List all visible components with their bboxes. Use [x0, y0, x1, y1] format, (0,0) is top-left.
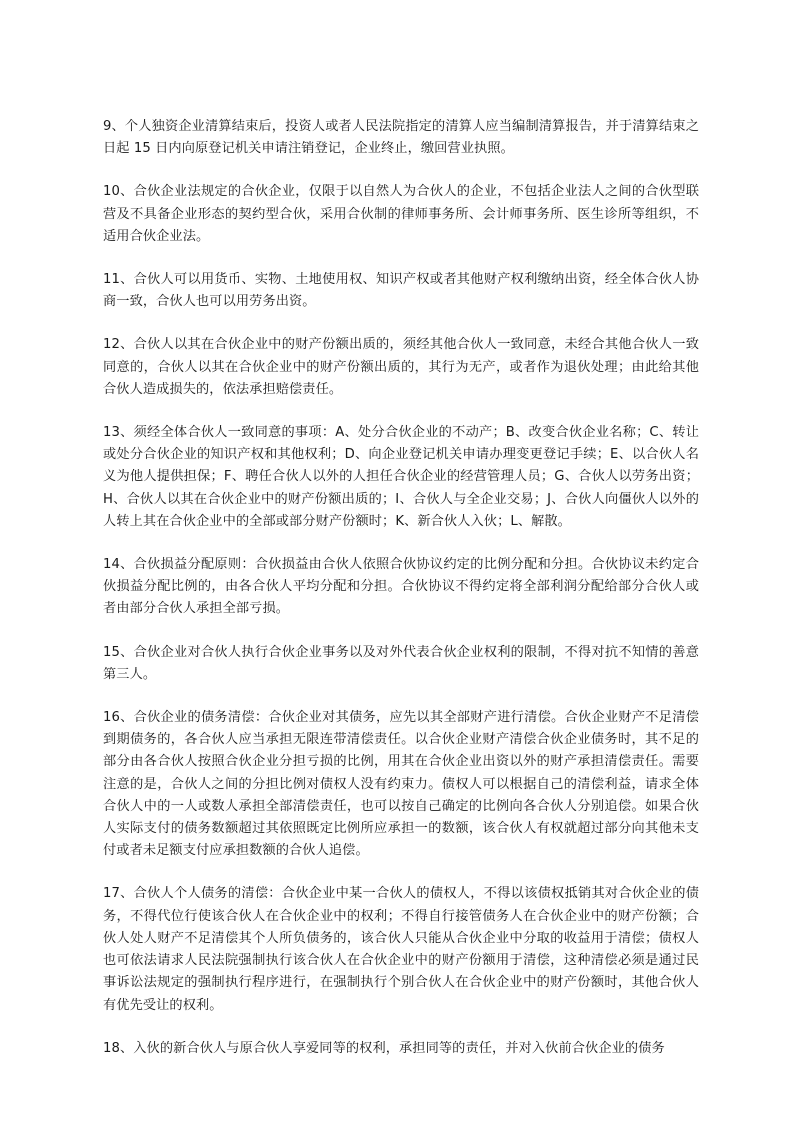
paragraph-item-13: 13、须经全体合伙人一致同意的事项：A、处分合伙企业的不动产；B、改变合伙企业名称；C、转让或处分合伙企业的知识产权和其他权利；D、向企业登记机关申请办理变更登记手续；E、以合伙人名义为他人提供担保；F、聘任合伙人以外的人担任合伙企业的经营管理人员；G、合伙人以劳务出资；H、合伙人以其在合伙企业中的财产份额出质的；I、合伙人与全企业交易；J、合伙人向僵伙人以外的人转上其在合伙企业中的全部或部分财产份额时；K、新合伙人入伙；L、解散。	[103, 425, 699, 529]
paragraph-item-14: 14、合伙损益分配原则：合伙损益由合伙人依照合伙协议约定的比例分配和分担。合伙协议未约定合伙损益分配比例的，由各合伙人平均分配和分担。合伙协议不得约定将全部利润分配给部分合伙人或者由部分合伙人承担全部亏损。	[103, 557, 699, 617]
paragraph-item-18: 18、入伙的新合伙人与原合伙人享爱同等的权利，承担同等的责任，并对入伙前合伙企业的债务	[103, 1040, 665, 1056]
paragraph-item-11: 11、合伙人可以用货币、实物、土地使用权、知识产权或者其他财产权利缴纳出资，经全体合伙人协商一致，合伙人也可以用劳务出资。	[103, 272, 699, 310]
paragraph-item-16: 16、合伙企业的债务清偿：合伙企业对其债务，应先以其全部财产进行清偿。合伙企业财产不足清偿到期债务的，各合伙人应当承担无限连带清偿责任。以合伙企业财产清偿合伙企业债务时，其不足的部分由各合伙人按照合伙企业分担亏损的比例，用其在合伙企业出资以外的财产承担清偿责任。需要注意的是，合伙人之间的分担比例对债权人没有约束力。债权人可以根据自己的清偿利益，请求全体合伙人中的一人或数人承担全部清偿责任，也可以按自己确定的比例向各合伙人分别追偿。如果合伙人实际支付的债务数额超过其依照既定比例所应承担一的数额，该合伙人有权就超过部分向其他未支付或者未足额支付应承担数额的合伙人追偿。	[103, 710, 699, 859]
paragraph-item-15: 15、合伙企业对合伙人执行合伙企业事务以及对外代表合伙企业权利的限制，不得对抗不知情的善意第三人。	[103, 644, 699, 682]
paragraph-item-9: 9、个人独资企业清算结束后，投资人或者人民法院指定的清算人应当编制清算报告，并于清算结束之日起 15 日内向原登记机关申请注销登记，企业终止，缴回营业执照。	[103, 119, 699, 157]
document-body	[103, 116, 699, 1081]
paragraph-item-12: 12、合伙人以其在合伙企业中的财产份额出质的，须经其他合伙人一致同意，未经合其他合伙人一致同意的，合伙人以其在合伙企业中的财产份额出质的，其行为无产，或者作为退伙处理；由此给其他合伙人造成损失的，依法承担赔偿责任。	[103, 337, 699, 397]
paragraph-item-10: 10、合伙企业法规定的合伙企业，仅限于以自然人为合伙人的企业，不包括企业法人之间的合伙型联营及不具备企业形态的契约型合伙，采用合伙制的律师事务所、会计师事务所、医生诊所等组织，不适用合伙企业法。	[103, 184, 699, 244]
paragraph-item-17: 17、合伙人个人债务的清偿：合伙企业中某一合伙人的债权人，不得以该债权抵销其对合伙企业的债务，不得代位行使该合伙人在合伙企业中的权利；不得自行接管债务人在合伙企业中的财产份额；合伙人处人财产不足清偿其个人所负债务的，该合伙人只能从合伙企业中分取的收益用于清偿；债权人也可依法请求人民法院强制执行该合伙人在合伙企业中的财产份额用于清偿，这种清偿必须是通过民事诉讼法规定的强制执行程序进行，在强制执行个别合伙人在合伙企业中的财产份额时，其他合伙人有优先受让的权利。	[103, 886, 699, 1013]
